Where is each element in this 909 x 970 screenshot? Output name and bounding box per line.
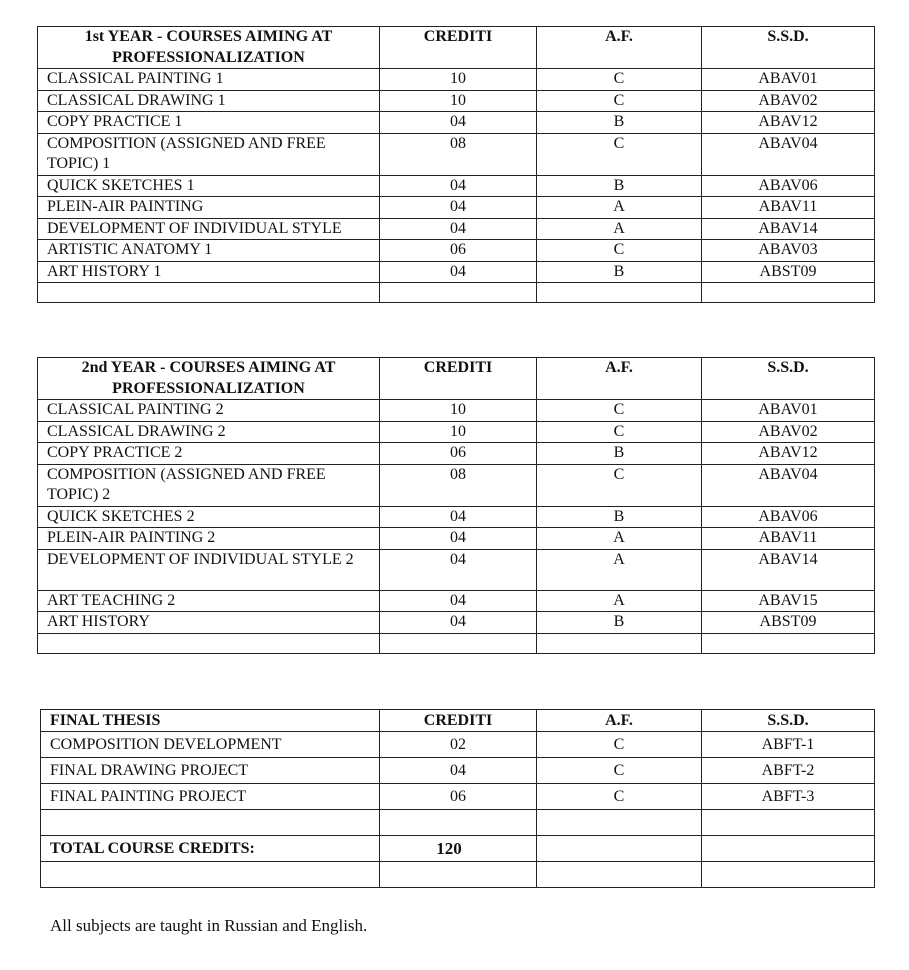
- course-ssd: ABAV02: [702, 90, 875, 112]
- course-name: FINAL DRAWING PROJECT: [41, 758, 380, 784]
- af-header: A.F.: [537, 710, 702, 732]
- course-name: DEVELOPMENT OF INDIVIDUAL STYLE: [38, 218, 380, 240]
- course-name: ART HISTORY 1: [38, 261, 380, 283]
- table-row: [38, 240, 875, 262]
- table-row: [38, 612, 875, 634]
- course-af: C: [537, 732, 702, 758]
- course-ssd: ABAV15: [702, 590, 875, 612]
- table-row: [38, 464, 875, 506]
- table-row: [38, 421, 875, 443]
- course-credits: 04: [380, 528, 537, 550]
- course-name: COMPOSITION (ASSIGNED AND FREE TOPIC) 1: [38, 133, 380, 175]
- course-af: C: [537, 400, 702, 422]
- table-row: [41, 758, 875, 784]
- course-credits: 10: [380, 400, 537, 422]
- course-credits: 04: [380, 758, 537, 784]
- table-title: 1st YEAR - COURSES AIMING AT PROFESSIONALIZATION: [38, 27, 380, 69]
- af-header: A.F.: [537, 358, 702, 400]
- course-credits: 06: [380, 443, 537, 465]
- course-credits: 04: [380, 590, 537, 612]
- course-ssd: ABAV01: [702, 69, 875, 91]
- table-header-row: [41, 710, 875, 732]
- course-name: DEVELOPMENT OF INDIVIDUAL STYLE 2: [38, 549, 380, 590]
- ssd-header: S.S.D.: [702, 27, 875, 69]
- course-ssd: ABFT-3: [702, 784, 875, 810]
- course-name: QUICK SKETCHES 1: [38, 175, 380, 197]
- total-value: 120: [371, 836, 528, 862]
- credits-header: CREDITI: [380, 358, 537, 400]
- course-ssd: ABAV06: [702, 506, 875, 528]
- total-label: TOTAL COURSE CREDITS:: [41, 836, 380, 862]
- year2-table: [37, 357, 875, 654]
- table-header-row: [38, 358, 875, 400]
- course-name: CLASSICAL PAINTING 2: [38, 400, 380, 422]
- course-name: CLASSICAL DRAWING 1: [38, 90, 380, 112]
- course-af: B: [537, 175, 702, 197]
- course-ssd: ABAV01: [702, 400, 875, 422]
- course-ssd: ABAV06: [702, 175, 875, 197]
- course-ssd: ABAV12: [702, 112, 875, 134]
- table-header-row: [38, 27, 875, 69]
- course-ssd: ABAV04: [702, 133, 875, 175]
- course-ssd: ABFT-1: [702, 732, 875, 758]
- ssd-header: S.S.D.: [702, 710, 875, 732]
- course-credits: 06: [380, 784, 537, 810]
- course-credits: 02: [380, 732, 537, 758]
- table-row: [38, 69, 875, 91]
- course-ssd: ABAV11: [702, 197, 875, 219]
- course-af: B: [537, 443, 702, 465]
- course-name: QUICK SKETCHES 2: [38, 506, 380, 528]
- course-name: CLASSICAL PAINTING 1: [38, 69, 380, 91]
- course-name: COMPOSITION (ASSIGNED AND FREE TOPIC) 2: [38, 464, 380, 506]
- course-af: C: [537, 240, 702, 262]
- course-credits: 04: [380, 506, 537, 528]
- table-row: [38, 549, 875, 590]
- course-af: B: [537, 612, 702, 634]
- table-row: [38, 443, 875, 465]
- course-credits: 04: [380, 197, 537, 219]
- course-ssd: ABAV14: [702, 218, 875, 240]
- course-name: ART HISTORY: [38, 612, 380, 634]
- course-af: C: [537, 784, 702, 810]
- course-name: COPY PRACTICE 2: [38, 443, 380, 465]
- table-title: 2nd YEAR - COURSES AIMING AT PROFESSIONALIZATION: [38, 358, 380, 400]
- course-credits: 10: [380, 421, 537, 443]
- table-title: FINAL THESIS: [41, 710, 380, 732]
- table-row: [38, 400, 875, 422]
- table-row: [38, 112, 875, 134]
- course-name: PLEIN-AIR PAINTING 2: [38, 528, 380, 550]
- course-ssd: ABST09: [702, 261, 875, 283]
- course-af: B: [537, 112, 702, 134]
- credits-header: CREDITI: [380, 27, 537, 69]
- course-credits: 04: [380, 261, 537, 283]
- table-row: [38, 261, 875, 283]
- course-af: B: [537, 261, 702, 283]
- table-row: [38, 590, 875, 612]
- course-af: C: [537, 69, 702, 91]
- course-credits: 04: [380, 218, 537, 240]
- course-credits: 04: [380, 549, 537, 590]
- af-header: A.F.: [537, 27, 702, 69]
- table-row: [38, 197, 875, 219]
- course-af: C: [537, 133, 702, 175]
- course-af: A: [537, 528, 702, 550]
- table-row: [38, 506, 875, 528]
- course-af: C: [537, 758, 702, 784]
- course-credits: 04: [380, 175, 537, 197]
- course-name: ARTISTIC ANATOMY 1: [38, 240, 380, 262]
- course-name: COPY PRACTICE 1: [38, 112, 380, 134]
- course-credits: 08: [380, 133, 537, 175]
- course-name: FINAL PAINTING PROJECT: [41, 784, 380, 810]
- course-credits: 08: [380, 464, 537, 506]
- year1-table: [37, 26, 875, 303]
- course-credits: 04: [380, 612, 537, 634]
- course-credits: 10: [380, 69, 537, 91]
- course-ssd: ABAV02: [702, 421, 875, 443]
- ssd-header: S.S.D.: [702, 358, 875, 400]
- course-af: A: [537, 549, 702, 590]
- empty-row: [41, 810, 875, 836]
- course-credits: 06: [380, 240, 537, 262]
- table-row: [38, 528, 875, 550]
- course-name: ART TEACHING 2: [38, 590, 380, 612]
- credits-header: CREDITI: [380, 710, 537, 732]
- course-name: CLASSICAL DRAWING 2: [38, 421, 380, 443]
- course-ssd: ABFT-2: [702, 758, 875, 784]
- course-credits: 04: [380, 112, 537, 134]
- course-af: B: [537, 506, 702, 528]
- course-ssd: ABAV12: [702, 443, 875, 465]
- course-name: PLEIN-AIR PAINTING: [38, 197, 380, 219]
- table-row: [38, 175, 875, 197]
- course-af: C: [537, 421, 702, 443]
- table-row: [41, 784, 875, 810]
- language-note: All subjects are taught in Russian and English.: [50, 916, 368, 935]
- empty-row: [38, 283, 875, 303]
- table-row: [38, 90, 875, 112]
- course-ssd: ABAV03: [702, 240, 875, 262]
- course-credits: 10: [380, 90, 537, 112]
- course-ssd: ABAV04: [702, 464, 875, 506]
- course-af: A: [537, 218, 702, 240]
- course-af: C: [537, 464, 702, 506]
- course-af: A: [537, 197, 702, 219]
- empty-row: [41, 862, 875, 888]
- course-af: C: [537, 90, 702, 112]
- course-af: A: [537, 590, 702, 612]
- course-ssd: ABAV14: [702, 549, 875, 590]
- course-name: COMPOSITION DEVELOPMENT: [41, 732, 380, 758]
- empty-row: [38, 633, 875, 653]
- total-row: [41, 836, 875, 862]
- thesis-table: [40, 709, 875, 888]
- course-ssd: ABST09: [702, 612, 875, 634]
- course-ssd: ABAV11: [702, 528, 875, 550]
- table-row: [38, 133, 875, 175]
- table-row: [41, 732, 875, 758]
- table-row: [38, 218, 875, 240]
